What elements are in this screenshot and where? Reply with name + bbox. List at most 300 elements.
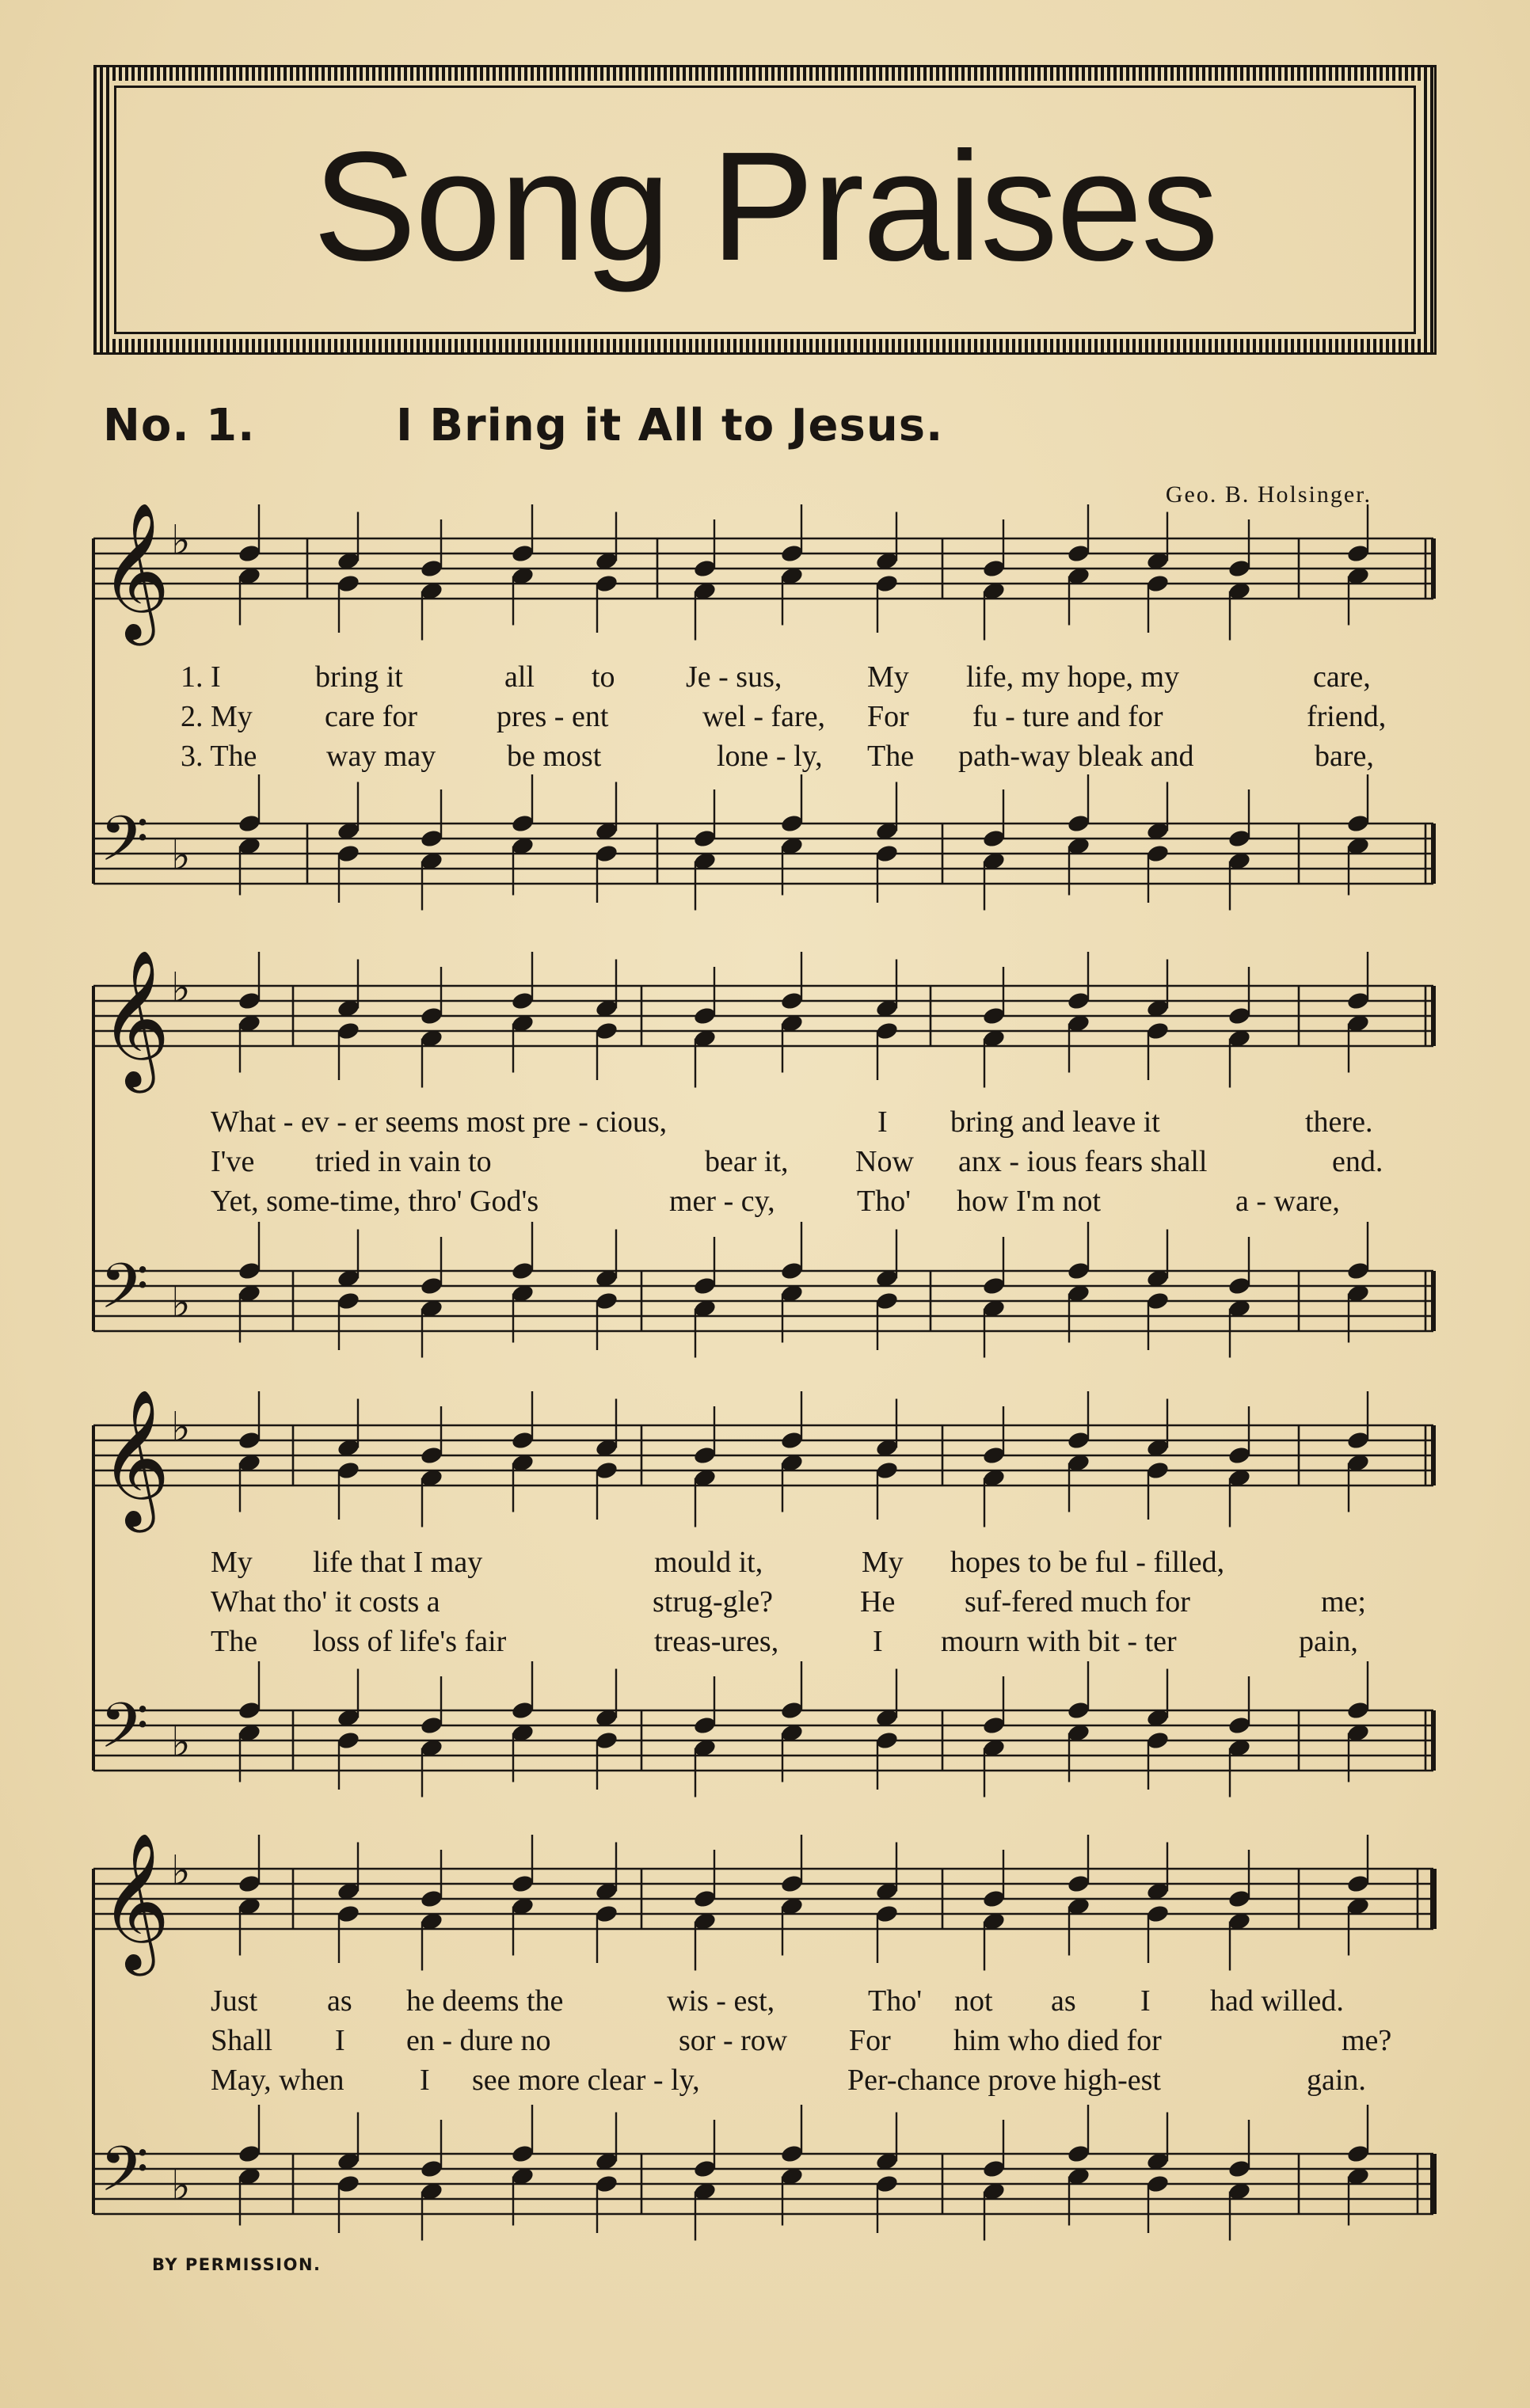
note-head: [780, 813, 805, 834]
note-head: [1227, 1468, 1252, 1489]
lyric: I've: [211, 1145, 255, 1178]
note-head: [1067, 543, 1091, 564]
note-head: [693, 1445, 717, 1466]
lyric: path-way bleak and: [958, 740, 1194, 773]
note-head: [420, 828, 444, 849]
note-head: [875, 2174, 900, 2194]
lyric: way may: [326, 740, 436, 773]
note-head: [1067, 1723, 1091, 1744]
note-head: [511, 991, 535, 1011]
lyric: bare,: [1315, 740, 1374, 773]
note-head: [420, 2159, 444, 2179]
note-head: [1346, 1261, 1371, 1281]
note-head: [420, 2182, 444, 2202]
lyric: suf-fered much for: [965, 1585, 1190, 1619]
note-head: [511, 836, 535, 857]
lyric: bear it,: [705, 1145, 789, 1178]
note-head: [875, 551, 900, 572]
note-head: [238, 1430, 262, 1451]
lyric: as: [1051, 1984, 1076, 2018]
note-head: [982, 851, 1007, 872]
note-head: [511, 566, 535, 587]
note-head: [420, 1715, 444, 1736]
note-head: [595, 821, 619, 842]
lyric: mould it,: [654, 1546, 763, 1579]
note-head: [1067, 991, 1091, 1011]
lyric: I: [335, 2024, 345, 2057]
note-head: [1346, 1453, 1371, 1474]
lyric: bring and leave it: [950, 1105, 1160, 1139]
note-head: [1227, 1029, 1252, 1049]
note-head: [1346, 1700, 1371, 1721]
flat-icon: ♭: [171, 1847, 191, 1895]
lyrics-system-4: [0, 1986, 1530, 2113]
note-head: [982, 581, 1007, 602]
note-head: [1227, 2182, 1252, 2202]
lyrics-system-3: [0, 1547, 1530, 1674]
note-head: [982, 1029, 1007, 1049]
note-head: [780, 2166, 805, 2187]
note-head: [875, 573, 900, 594]
lyric: friend,: [1307, 700, 1387, 733]
note-head: [238, 991, 262, 1011]
note-head: [420, 1276, 444, 1296]
note-head: [1146, 1730, 1170, 1751]
lyric: strug-gle?: [653, 1585, 773, 1619]
note-head: [1146, 573, 1170, 594]
note-head: [780, 1453, 805, 1474]
note-head: [1146, 1438, 1170, 1459]
note-head: [1346, 1430, 1371, 1451]
lyric: all: [504, 660, 535, 694]
note-head: [511, 2144, 535, 2164]
note-head: [1346, 2144, 1371, 2164]
note-head: [1227, 851, 1252, 872]
note-head: [238, 1874, 262, 1894]
note-head: [780, 1014, 805, 1034]
note-head: [982, 1912, 1007, 1932]
note-head: [982, 1276, 1007, 1296]
lyric: as: [327, 1984, 352, 2018]
lyric: he deems the: [406, 1984, 564, 2018]
note-head: [875, 2151, 900, 2172]
note-head: [595, 1460, 619, 1481]
lyric: hopes to be ful - filled,: [950, 1546, 1225, 1579]
note-head: [1067, 1261, 1091, 1281]
note-head: [780, 1284, 805, 1304]
note-head: [511, 1284, 535, 1304]
lyric: What - ev - er seems most pre - cious,: [211, 1105, 668, 1139]
note-head: [337, 573, 361, 594]
title-banner: [93, 65, 1437, 355]
lyric: I: [873, 1625, 883, 1658]
lyric: life, my hope, my: [966, 660, 1180, 694]
note-head: [875, 1708, 900, 1729]
page-title: Song Praises: [313, 120, 1217, 293]
note-head: [1346, 1014, 1371, 1034]
permission-note: BY PERMISSION.: [152, 2255, 322, 2274]
note-head: [982, 1299, 1007, 1319]
note-head: [420, 1889, 444, 1909]
note-head: [875, 1730, 900, 1751]
note-head: [337, 1460, 361, 1481]
lyric: there.: [1305, 1105, 1373, 1139]
note-head: [1346, 1874, 1371, 1894]
note-head: [693, 828, 717, 849]
lyric: care,: [1313, 660, 1371, 694]
note-head: [1067, 1284, 1091, 1304]
lyric: lone - ly,: [717, 740, 823, 773]
treble-clef-icon: 𝄞: [100, 502, 170, 640]
note-head: [595, 1708, 619, 1729]
note-head: [1227, 1006, 1252, 1026]
note-head: [1346, 1896, 1371, 1917]
song-title: I Bring it All to Jesus.: [396, 400, 944, 451]
note-head: [693, 1889, 717, 1909]
treble-clef-icon: 𝄞: [100, 1832, 170, 1970]
lyric: The: [867, 740, 915, 773]
note-head: [337, 1904, 361, 1924]
note-head: [1146, 2151, 1170, 2172]
note-head: [238, 1014, 262, 1034]
lyric: en - dure no: [406, 2024, 551, 2057]
treble-clef-icon: 𝄞: [100, 949, 170, 1087]
note-head: [337, 2151, 361, 2172]
note-head: [1146, 1881, 1170, 1902]
lyric: mourn with bit - ter: [941, 1625, 1177, 1658]
note-head: [595, 999, 619, 1019]
song-author: Geo. B. Holsinger.: [1165, 481, 1372, 508]
note-head: [1346, 836, 1371, 857]
lyric: me?: [1342, 2024, 1392, 2057]
note-head: [511, 1874, 535, 1894]
lyric: pain,: [1299, 1625, 1358, 1658]
note-head: [1346, 813, 1371, 834]
note-head: [982, 1445, 1007, 1466]
note-head: [595, 573, 619, 594]
lyric: 2. My: [181, 700, 253, 733]
bass-clef-icon: 𝄢: [100, 2132, 149, 2221]
song-number: No. 1.: [103, 400, 256, 451]
note-head: [875, 1438, 900, 1459]
note-head: [337, 999, 361, 1019]
note-head: [693, 1276, 717, 1296]
note-head: [337, 1438, 361, 1459]
flat-icon: ♭: [171, 517, 191, 565]
lyric: My: [867, 660, 909, 694]
lyric: Tho': [868, 1984, 923, 2018]
lyric: I: [420, 2064, 430, 2097]
note-head: [511, 1723, 535, 1744]
lyric: wis - est,: [667, 1984, 775, 2018]
lyric: not: [954, 1984, 993, 2018]
note-head: [238, 1261, 262, 1281]
lyric: Just: [211, 1984, 258, 2018]
note-head: [982, 2182, 1007, 2202]
note-head: [1146, 551, 1170, 572]
note-head: [1067, 1453, 1091, 1474]
lyric: For: [867, 700, 909, 733]
title-frame: [114, 86, 1416, 334]
note-head: [1346, 1284, 1371, 1304]
note-head: [1146, 1460, 1170, 1481]
note-head: [780, 1430, 805, 1451]
note-head: [780, 543, 805, 564]
note-head: [982, 1715, 1007, 1736]
note-head: [238, 1723, 262, 1744]
note-head: [982, 2159, 1007, 2179]
note-head: [1346, 2166, 1371, 2187]
note-head: [693, 1299, 717, 1319]
lyric: tried in vain to: [315, 1145, 492, 1178]
lyric: Tho': [857, 1185, 912, 1218]
lyric: May, when: [211, 2064, 344, 2097]
note-head: [337, 551, 361, 572]
lyric: fu - ture and for: [972, 700, 1163, 733]
note-head: [982, 1006, 1007, 1026]
note-head: [982, 1889, 1007, 1909]
lyric: end.: [1332, 1145, 1383, 1178]
note-head: [780, 1723, 805, 1744]
lyric: For: [849, 2024, 891, 2057]
note-head: [1146, 1904, 1170, 1924]
note-head: [511, 1014, 535, 1034]
note-head: [1067, 1896, 1091, 1917]
note-head: [595, 1438, 619, 1459]
lyric: how I'm not: [957, 1185, 1102, 1218]
lyric: me;: [1321, 1585, 1366, 1619]
lyric: gain.: [1307, 2064, 1366, 2097]
note-head: [1346, 1723, 1371, 1744]
lyric: 1. I: [181, 660, 221, 694]
lyric: had willed.: [1210, 1984, 1344, 2018]
note-head: [420, 1029, 444, 1049]
lyric: care for: [325, 700, 418, 733]
note-head: [780, 1874, 805, 1894]
note-head: [1227, 1912, 1252, 1932]
note-head: [238, 1896, 262, 1917]
note-head: [1067, 1700, 1091, 1721]
lyric: He: [860, 1585, 896, 1619]
note-head: [875, 1881, 900, 1902]
note-head: [337, 1708, 361, 1729]
lyric: loss of life's fair: [313, 1625, 507, 1658]
note-head: [238, 566, 262, 587]
note-head: [1146, 821, 1170, 842]
note-head: [693, 581, 717, 602]
note-head: [238, 2166, 262, 2187]
note-head: [595, 2151, 619, 2172]
note-head: [1346, 991, 1371, 1011]
note-head: [337, 1291, 361, 1311]
note-head: [780, 991, 805, 1011]
flat-icon: ♭: [171, 1719, 191, 1767]
note-head: [595, 843, 619, 864]
note-head: [1067, 1430, 1091, 1451]
note-head: [693, 2159, 717, 2179]
lyric: My: [862, 1546, 904, 1579]
lyric: life that I may: [313, 1546, 483, 1579]
note-head: [595, 2174, 619, 2194]
note-head: [1067, 2166, 1091, 2187]
lyric: Je - sus,: [686, 660, 782, 694]
lyric: My: [211, 1546, 253, 1579]
note-head: [337, 1269, 361, 1289]
note-head: [511, 543, 535, 564]
flat-icon: ♭: [171, 832, 191, 880]
note-head: [595, 1021, 619, 1041]
note-head: [780, 836, 805, 857]
note-head: [1227, 1738, 1252, 1759]
note-head: [511, 1430, 535, 1451]
note-head: [875, 843, 900, 864]
note-head: [1227, 558, 1252, 579]
note-head: [420, 1912, 444, 1932]
note-head: [1227, 1276, 1252, 1296]
note-head: [420, 851, 444, 872]
lyric: 3. The: [181, 740, 257, 773]
note-head: [693, 1912, 717, 1932]
note-head: [875, 1021, 900, 1041]
note-head: [1227, 1889, 1252, 1909]
note-head: [693, 2182, 717, 2202]
note-head: [337, 2174, 361, 2194]
note-head: [693, 1468, 717, 1489]
note-head: [982, 558, 1007, 579]
flat-icon: ♭: [171, 2163, 191, 2210]
note-head: [595, 1881, 619, 1902]
lyric: I: [1140, 1984, 1151, 2018]
lyric: bring it: [315, 660, 403, 694]
note-head: [420, 1445, 444, 1466]
note-head: [1146, 1269, 1170, 1289]
note-head: [238, 2144, 262, 2164]
note-head: [337, 1881, 361, 1902]
lyric: Now: [855, 1145, 914, 1178]
note-head: [511, 1896, 535, 1917]
treble-clef-icon: 𝄞: [100, 1389, 170, 1527]
note-head: [1067, 2144, 1091, 2164]
note-head: [875, 1269, 900, 1289]
note-head: [420, 581, 444, 602]
lyric: mer - cy,: [669, 1185, 775, 1218]
note-head: [693, 1738, 717, 1759]
lyric: The: [211, 1625, 258, 1658]
note-head: [511, 813, 535, 834]
note-head: [1227, 828, 1252, 849]
note-head: [1346, 543, 1371, 564]
note-head: [693, 1029, 717, 1049]
note-head: [780, 566, 805, 587]
lyric: be most: [507, 740, 602, 773]
bass-clef-icon: 𝄢: [100, 1250, 149, 1338]
note-head: [875, 1904, 900, 1924]
lyric: Yet, some-time, thro' God's: [211, 1185, 539, 1218]
note-head: [1067, 836, 1091, 857]
note-head: [595, 1904, 619, 1924]
note-head: [1146, 1708, 1170, 1729]
note-head: [982, 1738, 1007, 1759]
note-head: [1146, 999, 1170, 1019]
flat-icon: ♭: [171, 1404, 191, 1451]
note-head: [1227, 1445, 1252, 1466]
note-head: [1067, 566, 1091, 587]
flat-icon: ♭: [171, 1280, 191, 1327]
note-head: [238, 813, 262, 834]
note-head: [693, 1715, 717, 1736]
note-head: [1146, 1021, 1170, 1041]
lyric: him who died for: [953, 2024, 1162, 2057]
note-head: [875, 999, 900, 1019]
note-head: [420, 1468, 444, 1489]
note-head: [982, 1468, 1007, 1489]
lyric: Per-chance prove high-est: [847, 2064, 1161, 2097]
note-head: [511, 1261, 535, 1281]
note-head: [693, 1006, 717, 1026]
note-head: [1146, 2174, 1170, 2194]
note-head: [1227, 581, 1252, 602]
note-head: [511, 2166, 535, 2187]
note-head: [1146, 1291, 1170, 1311]
lyric: see more clear - ly,: [472, 2064, 700, 2097]
note-head: [1227, 1715, 1252, 1736]
note-head: [780, 1261, 805, 1281]
note-head: [238, 1284, 262, 1304]
lyric: wel - fare,: [702, 700, 826, 733]
note-head: [337, 843, 361, 864]
note-head: [693, 558, 717, 579]
note-head: [693, 851, 717, 872]
note-head: [875, 821, 900, 842]
note-head: [511, 1453, 535, 1474]
lyric: sor - row: [679, 2024, 788, 2057]
lyrics-system-1: [0, 662, 1530, 789]
note-head: [1227, 1299, 1252, 1319]
note-head: [780, 1896, 805, 1917]
lyric: I: [877, 1105, 888, 1139]
lyric: Shall: [211, 2024, 273, 2057]
flat-icon: ♭: [171, 964, 191, 1012]
note-head: [511, 1700, 535, 1721]
note-head: [780, 1700, 805, 1721]
note-head: [1227, 2159, 1252, 2179]
note-head: [1146, 843, 1170, 864]
note-head: [780, 2144, 805, 2164]
note-head: [595, 1730, 619, 1751]
lyric: anx - ious fears shall: [958, 1145, 1208, 1178]
note-head: [420, 558, 444, 579]
lyrics-system-2: [0, 1107, 1530, 1234]
note-head: [238, 543, 262, 564]
note-head: [875, 1291, 900, 1311]
note-head: [238, 1453, 262, 1474]
note-head: [1067, 1874, 1091, 1894]
note-head: [875, 1460, 900, 1481]
bass-clef-icon: 𝄢: [100, 1689, 149, 1778]
lyric: What tho' it costs a: [211, 1585, 440, 1619]
note-head: [1067, 1014, 1091, 1034]
note-head: [337, 821, 361, 842]
note-head: [337, 1730, 361, 1751]
note-head: [1346, 566, 1371, 587]
lyric: pres - ent: [497, 700, 609, 733]
note-head: [595, 551, 619, 572]
note-head: [420, 1006, 444, 1026]
lyric: to: [592, 660, 615, 694]
note-head: [238, 836, 262, 857]
note-head: [420, 1738, 444, 1759]
lyric: a - ware,: [1235, 1185, 1340, 1218]
